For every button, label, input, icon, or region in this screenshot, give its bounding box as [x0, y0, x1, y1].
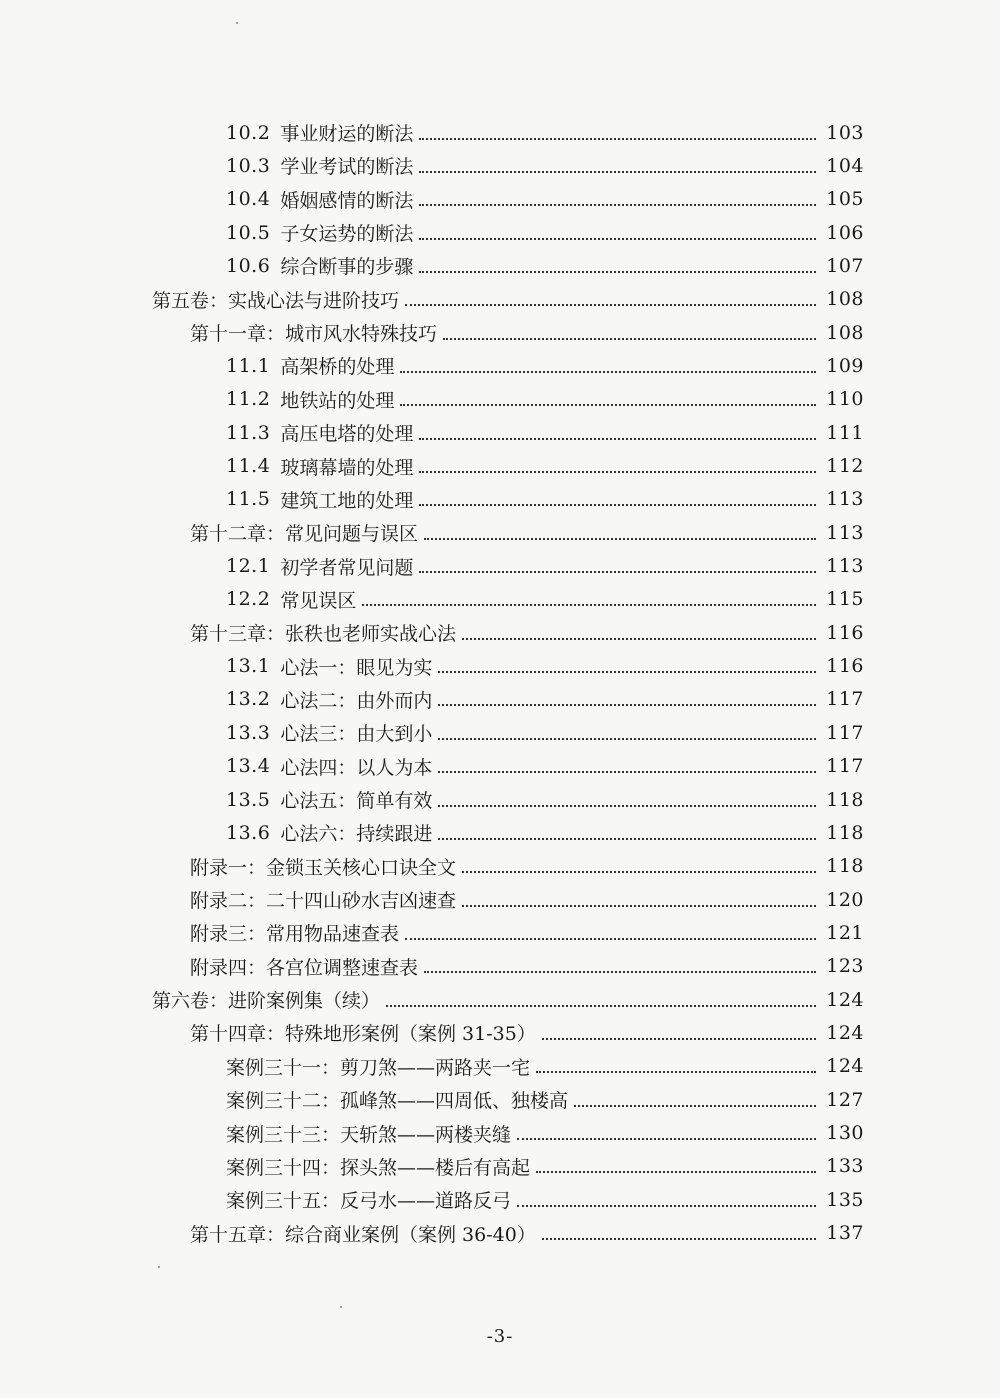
- dot-leader: [424, 971, 816, 973]
- toc-entry[interactable]: [190, 850, 864, 883]
- toc-entry-page: 117: [826, 688, 864, 711]
- toc-entry-title: 婚姻感情的断法: [280, 189, 414, 212]
- toc-entry-number: 13.1: [226, 655, 271, 678]
- dot-leader: [574, 1105, 816, 1107]
- toc-entry[interactable]: [226, 816, 864, 849]
- toc-entry-page: 108: [826, 288, 864, 311]
- toc-entry-title: 常见误区: [280, 589, 357, 612]
- toc-entry-number: 10.5: [226, 221, 271, 244]
- toc-entry-title: 第十二章：常见问题与误区: [190, 523, 419, 546]
- dot-leader: [419, 138, 816, 140]
- toc-entry-number: 11.3: [226, 421, 271, 444]
- dot-leader: [419, 238, 816, 240]
- dot-leader: [419, 504, 816, 506]
- toc-entry-number: 11.1: [226, 354, 271, 377]
- dot-leader: [443, 338, 816, 340]
- toc-entry-page: 127: [826, 1088, 864, 1111]
- toc-entry-page: 110: [826, 388, 864, 411]
- toc-entry-page: 123: [826, 955, 864, 978]
- dot-leader: [419, 471, 816, 473]
- toc-entry[interactable]: [226, 483, 864, 516]
- toc-entry-title: 高架桥的处理: [280, 356, 395, 379]
- toc-entry-title: 第十五章：综合商业案例（案例 36-40）: [190, 1223, 536, 1246]
- dot-leader: [542, 1238, 816, 1240]
- toc-entry-title: 附录二：二十四山砂水吉凶速查: [190, 890, 457, 913]
- toc-entry-title: 综合断事的步骤: [280, 256, 414, 279]
- toc-entry-title: 附录一：金锁玉关核心口诀全文: [190, 856, 457, 879]
- toc-entry-number: 12.1: [226, 555, 271, 578]
- dot-leader: [536, 1071, 816, 1073]
- toc-entry-page: 116: [826, 621, 864, 644]
- toc-entry-title: 心法四：以人为本: [280, 756, 433, 779]
- toc-entry[interactable]: [190, 616, 864, 649]
- toc-entry[interactable]: [226, 450, 864, 483]
- toc-entry-title: 第十四章：特殊地形案例（案例 31-35）: [190, 1023, 536, 1046]
- dot-leader: [462, 871, 816, 873]
- toc-entry[interactable]: [226, 183, 864, 216]
- toc-entry[interactable]: [226, 249, 864, 282]
- toc-entry-page: 135: [826, 1188, 864, 1211]
- toc-entry-page: 103: [826, 121, 864, 144]
- toc-entry-page: 124: [826, 1055, 864, 1078]
- toc-entry[interactable]: [152, 983, 864, 1016]
- toc-entry-title: 案例三十四：探头煞——楼后有高起: [226, 1156, 531, 1179]
- dot-leader: [419, 571, 816, 573]
- toc-entry[interactable]: [190, 316, 864, 349]
- toc-entry-page: 109: [826, 354, 864, 377]
- dot-leader: [419, 171, 816, 173]
- dot-leader: [419, 204, 816, 206]
- toc-entry-title: 第五卷：实战心法与进阶技巧: [152, 289, 400, 312]
- toc-entry-number: 10.6: [226, 254, 271, 277]
- toc-entry-page: 117: [826, 755, 864, 778]
- dot-leader: [462, 905, 816, 907]
- toc-entry-page: 124: [826, 988, 864, 1011]
- toc-entry-title: 初学者常见问题: [280, 556, 414, 579]
- dot-leader: [517, 1205, 816, 1207]
- toc-entry-number: 13.4: [226, 755, 271, 778]
- toc-entry[interactable]: [226, 750, 864, 783]
- dot-leader: [400, 371, 816, 373]
- toc-entry[interactable]: [226, 1150, 864, 1183]
- toc-entry[interactable]: [226, 583, 864, 616]
- toc-entry-number: 13.6: [226, 821, 271, 844]
- toc-entry-title: 案例三十五：反弓水——道路反弓: [226, 1190, 512, 1213]
- toc-entry-title: 玻璃幕墙的处理: [280, 456, 414, 479]
- toc-entry-number: 11.5: [226, 488, 271, 511]
- toc-entry[interactable]: [226, 1083, 864, 1116]
- toc-entry-page: 104: [826, 154, 864, 177]
- toc-entry[interactable]: [152, 283, 864, 316]
- toc-entry-title: 心法三：由大到小: [280, 723, 433, 746]
- toc-entry[interactable]: [226, 1050, 864, 1083]
- dot-leader: [438, 771, 816, 773]
- toc-entry-page: 107: [826, 254, 864, 277]
- dot-leader: [438, 738, 816, 740]
- toc-entry-page: 106: [826, 221, 864, 244]
- toc-entry-title: 第六卷：进阶案例集（续）: [152, 990, 381, 1013]
- toc-entry[interactable]: [190, 1016, 864, 1049]
- toc-entry-title: 附录四：各宫位调整速查表: [190, 956, 419, 979]
- toc-entry-page: 111: [826, 421, 864, 444]
- scan-speck: [340, 1306, 342, 1308]
- dot-leader: [438, 838, 816, 840]
- toc-entry-number: 13.3: [226, 721, 271, 744]
- toc-entry-page: 118: [826, 788, 864, 811]
- toc-entry-page: 133: [826, 1155, 864, 1178]
- toc-entry-number: 10.4: [226, 188, 271, 211]
- toc-entry-number: 13.5: [226, 788, 271, 811]
- toc-entry[interactable]: [226, 716, 864, 749]
- toc-entry-title: 心法二：由外而内: [280, 689, 433, 712]
- toc-entry[interactable]: [226, 783, 864, 816]
- toc-entry-title: 事业财运的断法: [280, 123, 414, 145]
- toc-entry-number: 11.2: [226, 388, 271, 411]
- toc-entry-title: 心法一：眼见为实: [280, 656, 433, 679]
- toc-entry[interactable]: [190, 1217, 864, 1250]
- scan-speck: [158, 1266, 160, 1268]
- toc-entry-title: 心法五：简单有效: [280, 790, 433, 812]
- dot-leader: [462, 638, 816, 640]
- toc-entry-number: 12.2: [226, 588, 271, 611]
- toc-entry-title: 学业考试的断法: [280, 156, 414, 179]
- toc-entry-title: 心法六：持续跟进: [280, 823, 433, 846]
- toc-entry[interactable]: [226, 550, 864, 583]
- dot-leader: [405, 304, 816, 306]
- dot-leader: [424, 538, 816, 540]
- dot-leader: [542, 1038, 816, 1040]
- toc-entry-page: 112: [826, 455, 864, 477]
- dot-leader: [419, 438, 816, 440]
- toc-entry-page: 113: [826, 521, 864, 544]
- toc-entry-page: 115: [826, 588, 864, 611]
- dot-leader: [517, 1138, 816, 1140]
- toc-entry-title: 第十三章：张秩也老师实战心法: [190, 623, 457, 646]
- dot-leader: [419, 271, 816, 273]
- toc-entry-title: 地铁站的处理: [280, 389, 395, 412]
- toc-entry[interactable]: [226, 349, 864, 382]
- toc-entry-number: 13.2: [226, 688, 271, 711]
- toc-entry-title: 建筑工地的处理: [280, 489, 414, 512]
- toc-entry[interactable]: [226, 1183, 864, 1216]
- toc-entry-title: 第十一章：城市风水特殊技巧: [190, 323, 438, 346]
- toc-entry-page: 116: [826, 655, 864, 678]
- toc-entry[interactable]: [226, 1117, 864, 1150]
- toc-entry[interactable]: [190, 916, 864, 949]
- toc-entry[interactable]: [226, 416, 864, 449]
- toc-entry[interactable]: [190, 950, 864, 983]
- dot-leader: [536, 1171, 816, 1173]
- dot-leader: [438, 704, 816, 706]
- toc-entry-page: 124: [826, 1021, 864, 1044]
- dot-leader: [362, 604, 816, 606]
- scan-speck: [236, 22, 238, 24]
- toc-entry-page: 108: [826, 321, 864, 344]
- toc-entry-title: 高压电塔的处理: [280, 423, 414, 446]
- toc-entry[interactable]: [190, 516, 864, 549]
- toc-entry-title: 子女运势的断法: [280, 223, 414, 246]
- toc-entry[interactable]: [226, 383, 864, 416]
- toc-entry[interactable]: [226, 216, 864, 249]
- toc-entry-title: 案例三十二：孤峰煞——四周低、独楼高: [226, 1090, 569, 1113]
- toc-entry-page: 113: [826, 488, 864, 511]
- toc-entry-title: 附录三：常用物品速查表: [190, 923, 400, 946]
- toc-entry-number: 10.3: [226, 154, 271, 177]
- toc-entry[interactable]: [226, 650, 864, 683]
- toc-entry[interactable]: [226, 116, 864, 149]
- toc-entry-page: 137: [826, 1222, 864, 1245]
- toc-entry-page: 120: [826, 888, 864, 911]
- toc-entry-page: 118: [826, 821, 864, 844]
- toc-entry[interactable]: [190, 883, 864, 916]
- page-number: -3-: [486, 1326, 514, 1347]
- dot-leader: [405, 938, 816, 940]
- toc-entry-page: 113: [826, 555, 864, 578]
- toc-entry-title: 案例三十一：剪刀煞——两路夹一宅: [226, 1056, 531, 1079]
- toc-entry-page: 121: [826, 921, 864, 944]
- dot-leader: [438, 671, 816, 673]
- toc-entry[interactable]: [226, 683, 864, 716]
- toc-entry-page: 117: [826, 721, 864, 744]
- dot-leader: [400, 404, 816, 406]
- toc-entry-number: 10.2: [226, 121, 271, 144]
- toc-entry-page: 105: [826, 188, 864, 211]
- dot-leader: [386, 1005, 816, 1007]
- toc-entry-page: 130: [826, 1122, 864, 1144]
- toc-entry-number: 11.4: [226, 455, 271, 477]
- dot-leader: [438, 805, 816, 807]
- toc-entry-page: 118: [826, 855, 864, 878]
- toc-entry[interactable]: [226, 149, 864, 182]
- toc-entry-title: 案例三十三：天斩煞——两楼夹缝: [226, 1123, 512, 1146]
